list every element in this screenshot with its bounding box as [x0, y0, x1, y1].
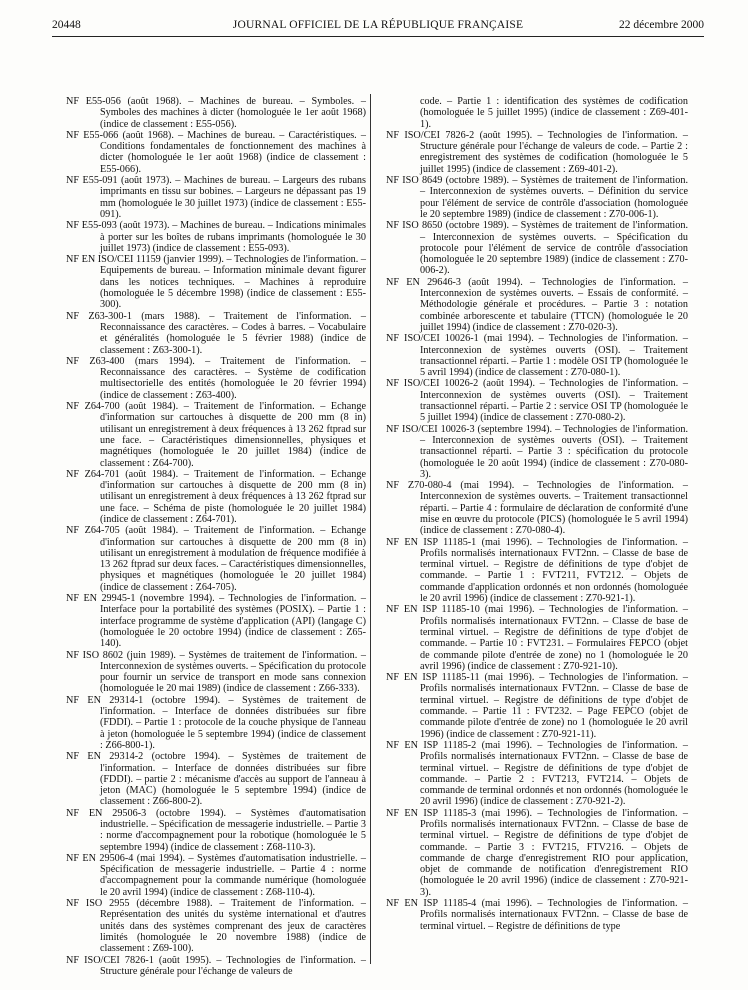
continued-entry: code. – Partie 1 : identification des systèmes de codification (homologuée le 5 juillet 1995) (indice de classement : Z69-401-1). — [420, 96, 688, 130]
standard-entry: NF E55-093 (août 1973). – Machines de bureau. – Indications minimales à porter sur les boîtes de rubans imprimants (homologuée le 30 juillet 1973) (indice de classement : E55-093). — [66, 220, 366, 254]
standard-entry: NF Z64-705 (août 1984). – Traitement de l'information. – Echange d'information sur cartouches à disquette de 200 mm (8 in) utilisant un enregistrement à modulation de fréquence modifiée à 13 262 ftprad sur deux faces. – Caractéristiques dimensionnelles, physiques et magnétiques (homologuée le 20 juillet 1984) (indice de classement : Z64-705). — [66, 525, 366, 593]
issue-date: 22 décembre 2000 — [619, 19, 704, 31]
standard-entry: NF E55-091 (août 1973). – Machines de bureau. – Largeurs des rubans imprimants en tissu sur bobines. – Largeurs ne dépassant pas 19 mm (homologuée le 30 juillet 1973) (indice de classement : E55-091). — [66, 175, 366, 220]
right-column — [380, 96, 688, 932]
page-header — [52, 19, 704, 35]
standard-entry: NF EN ISP 11185-2 (mai 1996). – Technologies de l'information. – Profils normalisés internationaux FVT2nn. – Classe de base de terminal virtuel. – Registre de définitions de type d'objet de commande. – Partie 2 : FVT213, FVT214. – Objets de commande de terminal ordonnés et non ordonnés (homologuée le 20 avril 1996) (indice de classement : Z70-921-2). — [386, 739, 688, 808]
header-rule — [52, 36, 704, 37]
standard-entry: NF Z64-700 (août 1984). – Traitement de l'information. – Echange d'information sur cartouches à disquette de 200 mm (8 in) utilisant un enregistrement à deux fréquences à 13 262 ftprad sur une face. – Caractéristiques dimensionnelles, physiques et magnétiques (homologuée le 20 juillet 1984) (indice de classement : Z64-700). — [66, 401, 366, 469]
standard-entry: NF ISO/CEI 10026-3 (septembre 1994). – Technologies de l'information. – Interconnexion de systèmes ouverts (OSI). – Traitement transactionnel réparti. – Partie 3 : spécification du protocole (homologuée le 20 août 1994) (indice de classement : Z70-080-3). — [386, 423, 688, 480]
page-number: 20448 — [52, 19, 81, 31]
standard-entry: NF ISO 8602 (juin 1989). – Systèmes de traitement de l'information. – Interconnexion de systèmes ouverts. – Spécification du protocole pour fournir un service de transport en mode sans connexion (homologuée le 20 mai 1989) (indice de classement : Z66-333). — [66, 649, 366, 695]
standard-entry: NF E55-066 (août 1968). – Machines de bureau. – Caractéristiques. – Conditions fondamentales de fonctionnement des machines à dicter (homologuée le 1er août 1968) (indice de classement : E55-066). — [66, 129, 366, 175]
standard-entry: NF Z63-300-1 (mars 1988). – Traitement de l'information. – Reconnaissance des caractères. – Codes à barres. – Vocabulaire et généralités (homologuée le 5 février 1988) (indice de classement : Z63-300-1). — [66, 310, 366, 356]
standard-entry: NF EN 29314-2 (octobre 1994). – Systèmes de traitement de l'information. – Interface de données distribuées sur fibre (FDDI). – partie 2 : mécanisme d'accès au support de l'anneau à jeton (MAC) (homologuée le 5 septembre 1994) (indice de classement : Z66-800-2). — [66, 751, 366, 808]
standard-entry: NF EN 29945-1 (novembre 1994). – Technologies de l'information. – Interface pour la portabilité des systèmes (POSIX). – Partie 1 : interface programme de système d'application (API) (langage C) (homologuée le 20 octobre 1994) (indice de classement : Z65-140). — [66, 593, 366, 650]
standard-entry: NF ISO/CEI 7826-2 (août 1995). – Technologies de l'information. – Structure générale pour l'échange de valeurs de code. – Partie 2 : enregistrement des systèmes de codification (homologuée le 5 juillet 1995) (indice de classement : Z69-401-2). — [386, 129, 688, 175]
standard-entry: NF Z63-400 (mars 1994). – Traitement de l'information. – Reconnaissance des caractères. – Système de codification multisectorielle des entités (homologuée le 20 février 1994) (indice de classement : Z63-400). — [66, 355, 366, 401]
standard-entry: NF ISO/CEI 10026-2 (août 1994). – Technologies de l'information. – Interconnexion de systèmes ouverts (OSI). – Traitement transactionnel réparti. – Partie 2 : service OSI TP (homologuée le 5 juillet 1994) (indice de classement : Z70-080-2). — [386, 378, 688, 424]
standard-entry: NF Z70-080-4 (mai 1994). – Technologies de l'information. – Interconnexion de systèmes ouverts. – Traitement transactionnel réparti. – Partie 4 : formulaire de déclaration de conformité d'une mise en œuvre du protocole (PICS) (homologuée le 5 avril 1994) (indice de classement : Z70-080-4). — [386, 480, 688, 537]
standard-entry: NF EN 29506-3 (octobre 1994). – Systèmes d'automatisation industrielle. – Spécification de messagerie industrielle. – Partie 3 : norme d'accompagnement pour la robotique (homologuée le 5 septembre 1994) (indice de classement : Z68-110-3). — [66, 807, 366, 853]
standard-entry: NF ISO/CEI 10026-1 (mai 1994). – Technologies de l'information. – Interconnexion de systèmes ouverts (OSI). – Traitement transactionnel réparti. – Partie 1 : modèle OSI TP (homologuée le 5 avril 1994) (indice de classement : Z70-080-1). — [386, 333, 688, 379]
standard-entry: NF EN 29646-3 (août 1994). – Technologies de l'information. – Interconnexion de systèmes ouverts. – Essais de conformité. – Méthodologie générale et procédures. – Partie 3 : notation combinée arborescente et tabulaire (TTCN) (homologuée le 20 juillet 1994) (indice de classement : Z70-020-3). — [386, 276, 688, 333]
standard-entry: NF EN ISP 11185-10 (mai 1996). – Technologies de l'information. – Profils normalisés internationaux FVT2nn. – Classe de base de terminal virtuel. – Registre de définitions de type d'objet de commande. – Partie 10 : FVT231. – Formulaires FEPCO (objet de commande pilote d'entrée de zone) no 1 (homologuée le 20 avril 1996) (indice de classement : Z70-921-10). — [386, 604, 688, 672]
standard-entry: NF ISO 8650 (octobre 1989). – Systèmes de traitement de l'information. – Interconnexion de systèmes ouverts. – Spécification du protocole pour l'élément de service de contrôle d'association (homologuée le 20 septembre 1989) (indice de classement : Z70-006-2). — [386, 220, 688, 277]
standard-entry: NF EN 29314-1 (octobre 1994). – Systèmes de traitement de l'information. – Interface de données distribuées sur fibre (FDDI). – Partie 1 : protocole de la couche physique de l'anneau à jeton (homologuée le 5 septembre 1994) (indice de classement : Z66-800-1). — [66, 694, 366, 751]
standard-entry: NF ISO 2955 (décembre 1988). – Traitement de l'information. – Représentation des unités du système international et d'autres unités dans des systèmes comprenant des jeux de caractères limités (homologuée le 20 novembre 1988) (indice de classement : Z69-100). — [66, 898, 366, 955]
standard-entry: NF EN ISP 11185-4 (mai 1996). – Technologies de l'information. – Profils normalisés internationaux FVT2nn. – Classe de base de terminal virtuel. – Registre de définitions de type — [386, 898, 688, 932]
standard-entry: NF Z64-701 (août 1984). – Traitement de l'information. – Echange d'information sur cartouches à disquette de 200 mm (8 in) utilisant un enregistrement à deux fréquences à 13 262 ftprad sur une face. – Schéma de piste (homologuée le 20 juillet 1984) (indice de classement : Z64-701). — [66, 468, 366, 525]
standard-entry: NF EN ISP 11185-1 (mai 1996). – Technologies de l'information. – Profils normalisés internationaux FVT2nn. – Classe de base de terminal virtuel. – Registre de définitions de type d'objet de commande. – Partie 1 : FVT211, FVT212. – Objets de commande d'application ordonnés et non ordonnés (homologuée le 20 avril 1996) (indice de classement : Z70-921-1). — [386, 536, 688, 605]
standard-entry: NF EN ISP 11185-11 (mai 1996). – Technologies de l'information. – Profils normalisés internationaux FVT2nn. – Classe de base de terminal virtuel. – Registre de définitions de type d'objet de commande. – Partie 11 : FVT232. – Page FEPCO (objet de commande pilote d'entrée de zone) no 1 (homologuée le 20 avril 1996) (indice de classement : Z70-921-11). — [386, 672, 688, 740]
column-divider — [370, 94, 371, 964]
standard-entry: NF E55-056 (août 1968). – Machines de bureau. – Symboles. – Symboles des machines à dicter (homologuée le 1er août 1968) (indice de classement : E55-056). — [66, 96, 366, 130]
standard-entry: NF EN 29506-4 (mai 1994). – Systèmes d'automatisation industrielle. – Spécification de messagerie industrielle. – Partie 4 : norme d'accompagnement pour la commande numérique (homologuée le 20 avril 1994) (indice de classement : Z68-110-4). — [66, 852, 366, 898]
standard-entry: NF ISO/CEI 7826-1 (août 1995). – Technologies de l'information. – Structure générale pour l'échange de valeurs de — [66, 954, 366, 977]
journal-title: JOURNAL OFFICIEL DE LA RÉPUBLIQUE FRANÇAISE — [232, 19, 524, 31]
standard-entry: NF EN ISO/CEI 11159 (janvier 1999). – Technologies de l'information. – Equipements de bureau. – Information minimale devant figurer dans les notices techniques. – Machines à reproduire (homologuée le 5 décembre 1998) (indice de classement : E55-300). — [66, 254, 366, 311]
left-column — [60, 96, 366, 977]
standard-entry: NF ISO 8649 (octobre 1989). – Systèmes de traitement de l'information. – Interconnexion de systèmes ouverts. – Définition du service pour l'élément de service de contrôle d'association (homologuée le 20 septembre 1989) (indice de classement : Z70-006-1). — [386, 175, 688, 220]
standard-entry: NF EN ISP 11185-3 (mai 1996). – Technologies de l'information. – Profils normalisés internationaux FVT2nn. – Classe de base de terminal virtuel. – Registre de définitions de type d'objet de commande. – Partie 3 : FVT215, FTV216. – Objets de commande de charge d'enregistrement RIO pour application, objet de commande de notification d'enregistrement RIO (homologuée le 20 avril 1996) (indice de classement : Z70-921-3). — [386, 807, 688, 898]
